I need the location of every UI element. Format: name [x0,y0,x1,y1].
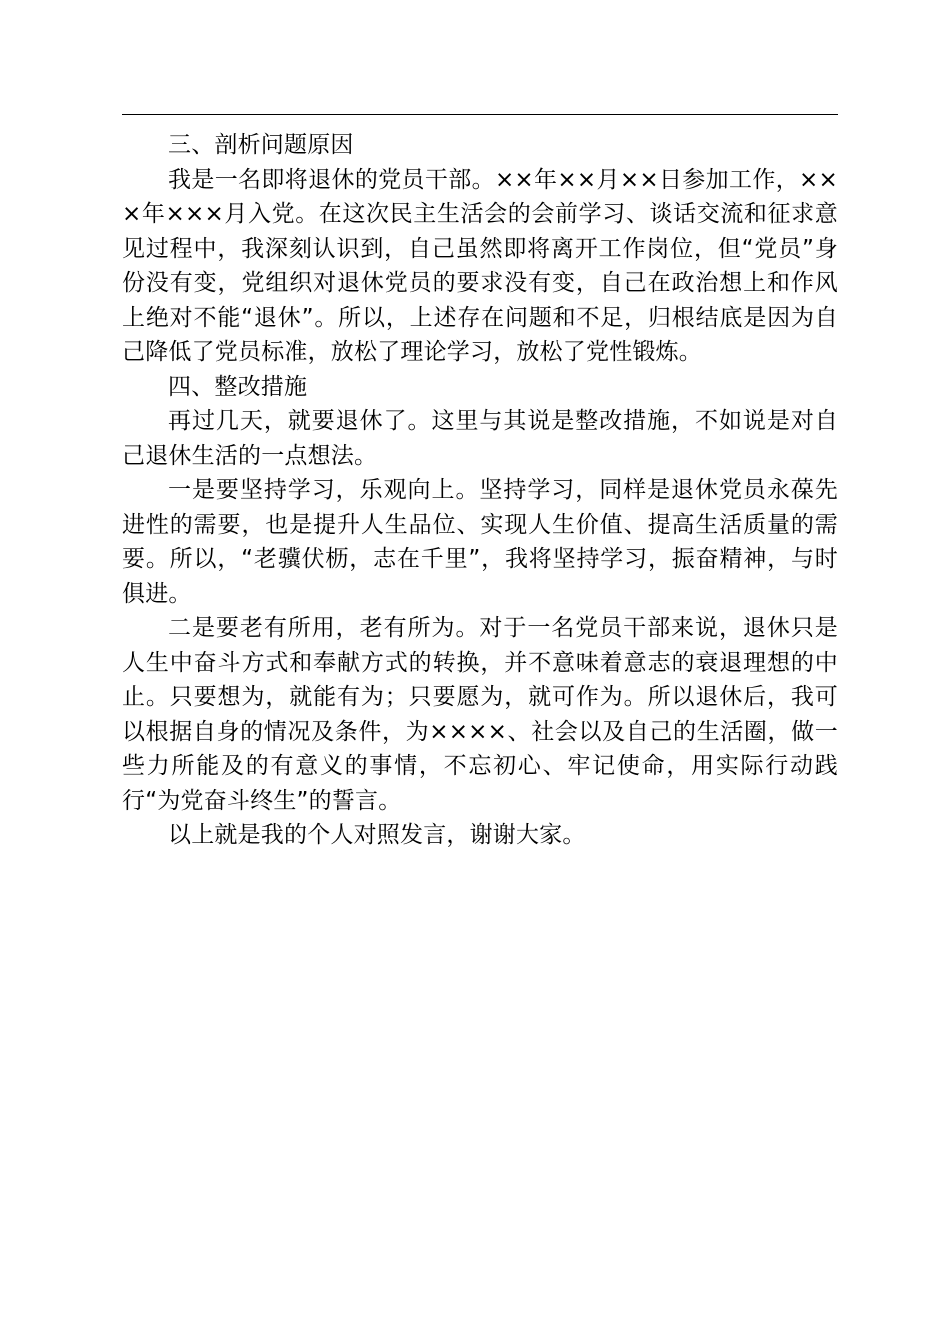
paragraph-closing: 以上就是我的个人对照发言，谢谢大家。 [168,822,586,848]
paragraph-keep-learning: 一是要坚持学习，乐观向上。坚持学习，同样是退休党员永葆先进性的需要，也是提升人生品位、实现人生价值、提高生活质量的需要。所以，“老骥伏枥，志在千里”，我将坚持学习，振奋精神，与时俱进。 [122,477,838,607]
paragraph-intro: 再过几天，就要退休了。这里与其说是整改措施，不如说是对自己退休生活的一点想法。 [122,408,838,469]
paragraph-analysis: 我是一名即将退休的党员干部。××年××月××日参加工作，×××年×××月入党。在这次民主生活会的会前学习、谈话交流和征求意见过程中，我深刻认识到，自己虽然即将离开工作岗位，但“党员”身份没有变，党组织对退休党员的要求没有变，自己在政治想上和作风上绝对不能“退休”。所以，上述存在问题和不足，归根结底是因为自己降低了党员标准，放松了理论学习，放松了党性锻炼。 [122,166,838,365]
section-heading-analysis: 三、剖析问题原因 [168,132,354,158]
paragraph-be-useful: 二是要老有所用，老有所为。对于一名党员干部来说，退休只是人生中奋斗方式和奉献方式的转换，并不意味着意志的衰退理想的中止。只要想为，就能有为；只要愿为，就可作为。所以退休后，我可以根据自身的情况及条件，为××××、社会以及自己的生活圈，做一些力所能及的有意义的事情，不忘初心、牢记使命，用实际行动践行“为党奋斗终生”的誓言。 [122,615,838,814]
section-heading-rectification: 四、整改措施 [168,373,308,400]
header-rule [122,114,838,115]
document-body [122,128,838,853]
